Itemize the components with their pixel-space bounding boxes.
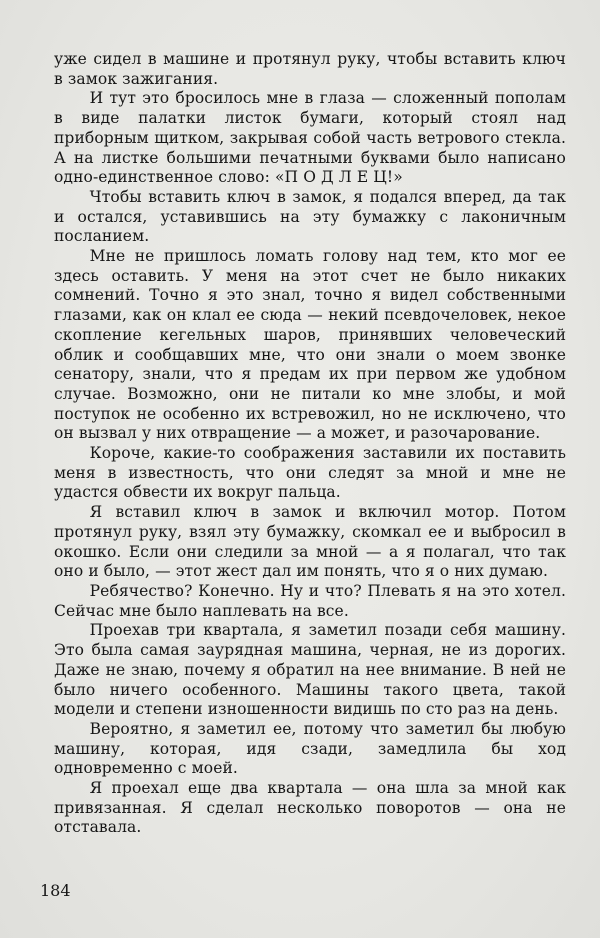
paragraph: Я вставил ключ в замок и включил мотор. Потом протянул руку, взял эту бумажку, скомкал ее и выбросил в окошко. Если они следили за мной — а я полагал, что так оно и было, — этот жест дал им понять, что я о них думаю.: [54, 503, 566, 581]
paragraph: Вероятно, я заметил ее, потому что заметил бы любую машину, которая, идя сзади, замедлила бы ход одновременно с моей.: [54, 719, 566, 778]
paragraph: Я проехал еще два квартала — она шла за мной как привязанная. Я сделал несколько поворотов — она не отставала.: [54, 779, 566, 837]
paragraph: Мне не пришлось ломать голову над тем, кто мог ее здесь оставить. У меня на этот счет не было никаких сомнений. Точно я это знал, точно я видел собственными глазами, как он клал ее сюда — некий псевдочеловек, некое скопление кегельных шаров, принявших человеческий облик и сообщавших мне, что они знали о моем звонке сенатору, знали, что я предам их при первом же удобном случае. Возможно, они не питали ко мне злобы, и мой поступок не особенно их встревожил, но не исключено, что он вызвал у них отвращение — а может, и разочарование.: [54, 247, 566, 443]
paragraph: уже сидел в машине и протянул руку, чтобы вставить ключ в замок зажигания.: [54, 50, 566, 88]
page-number: 184: [40, 881, 71, 900]
paragraph: Проехав три квартала, я заметил позади себя машину. Это была самая заурядная машина, черная, не из дорогих. Даже не знаю, почему я обратил на нее внимание. В ней не было ничего особенного. Машины такого цвета, такой модели и степени изношенности видишь по сто раз на день.: [54, 621, 566, 719]
paragraph: Короче, какие-то соображения заставили их поставить меня в известность, что они следят за мной и мне не удастся обвести их вокруг пальца.: [54, 444, 566, 502]
paragraph: И тут это бросилось мне в глаза — сложенный пополам в виде палатки листок бумаги, который стоял над приборным щитком, закрывая собой часть ветрового стекла. А на листке большими печатными буквами было написано одно-единственное слово: «П О Д Л Е Ц!»: [54, 89, 566, 187]
body-text: [54, 50, 566, 838]
paragraph: Чтобы вставить ключ в замок, я подался вперед, да так и остался, уставившись на эту бумажку с лаконичным посланием.: [54, 187, 566, 246]
paragraph: Ребячество? Конечно. Ну и что? Плевать я на это хотел. Сейчас мне было наплевать на все.: [54, 581, 566, 620]
